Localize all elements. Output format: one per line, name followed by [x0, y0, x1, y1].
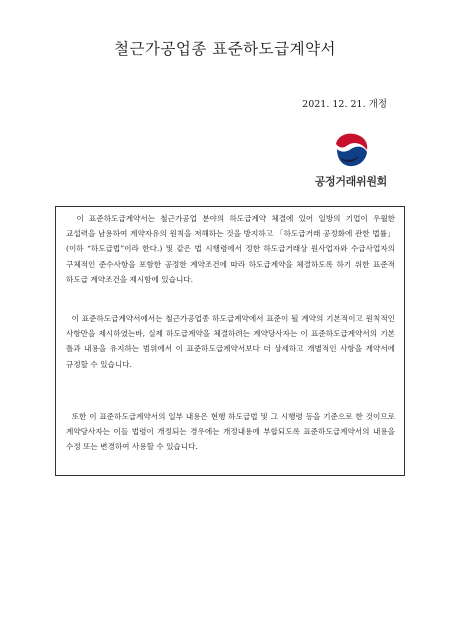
document-title: 철근가공업종 표준하도급계약서 [113, 40, 337, 58]
taegeuk-emblem-icon [331, 128, 371, 168]
revision-date: 2021. 12. 21. 개정 [302, 99, 387, 110]
notice-paragraph: 이 표준하도급계약서는 철근가공업 분야의 하도급계약 체결에 있어 일방의 기업이 우월한 교섭력을 남용하여 계약자유의 원칙을 저해하는 것을 방지하고 「하도급거래 공정화에 관한 법률」(이하 “하도급법”이라 한다.) 및 같은 법 시행령에서 정한 하도급거래상 원사업자와 수급사업자의 구체적인 준수사항을 포함한 공정한 계약조건에 따라 하도급계약을 체결하도록 하기 위한 표준적 하도급 계약조건을 제시함에 있습니다. [66, 214, 395, 284]
notice-box [55, 206, 405, 476]
notice-paragraph: 이 표준하도급계약서에서는 철근가공업종 하도급계약에서 표준이 될 계약의 기본적이고 원칙적인 사항만을 제시하였는바, 실제 하도급계약을 체결하려는 계약당사자는 이 표준하도급계약서의 기본 틀과 내용을 유지하는 범위에서 이 표준하도급계약서보다 더 상세하고 개별적인 사항을 계약서에 규정할 수 있습니다. [66, 314, 395, 369]
organization-name: 공정거래위원회 [314, 175, 387, 188]
notice-paragraph: 또한 이 표준하도급계약서의 일부 내용은 현행 하도급법 및 그 시행령 등을 기준으로 한 것이므로 계약당사자는 이들 법령이 개정되는 경우에는 개정내용에 부합되도록 표준하도급계약서의 내용을 수정 또는 변경하여 사용할 수 있습니다. [66, 412, 395, 452]
